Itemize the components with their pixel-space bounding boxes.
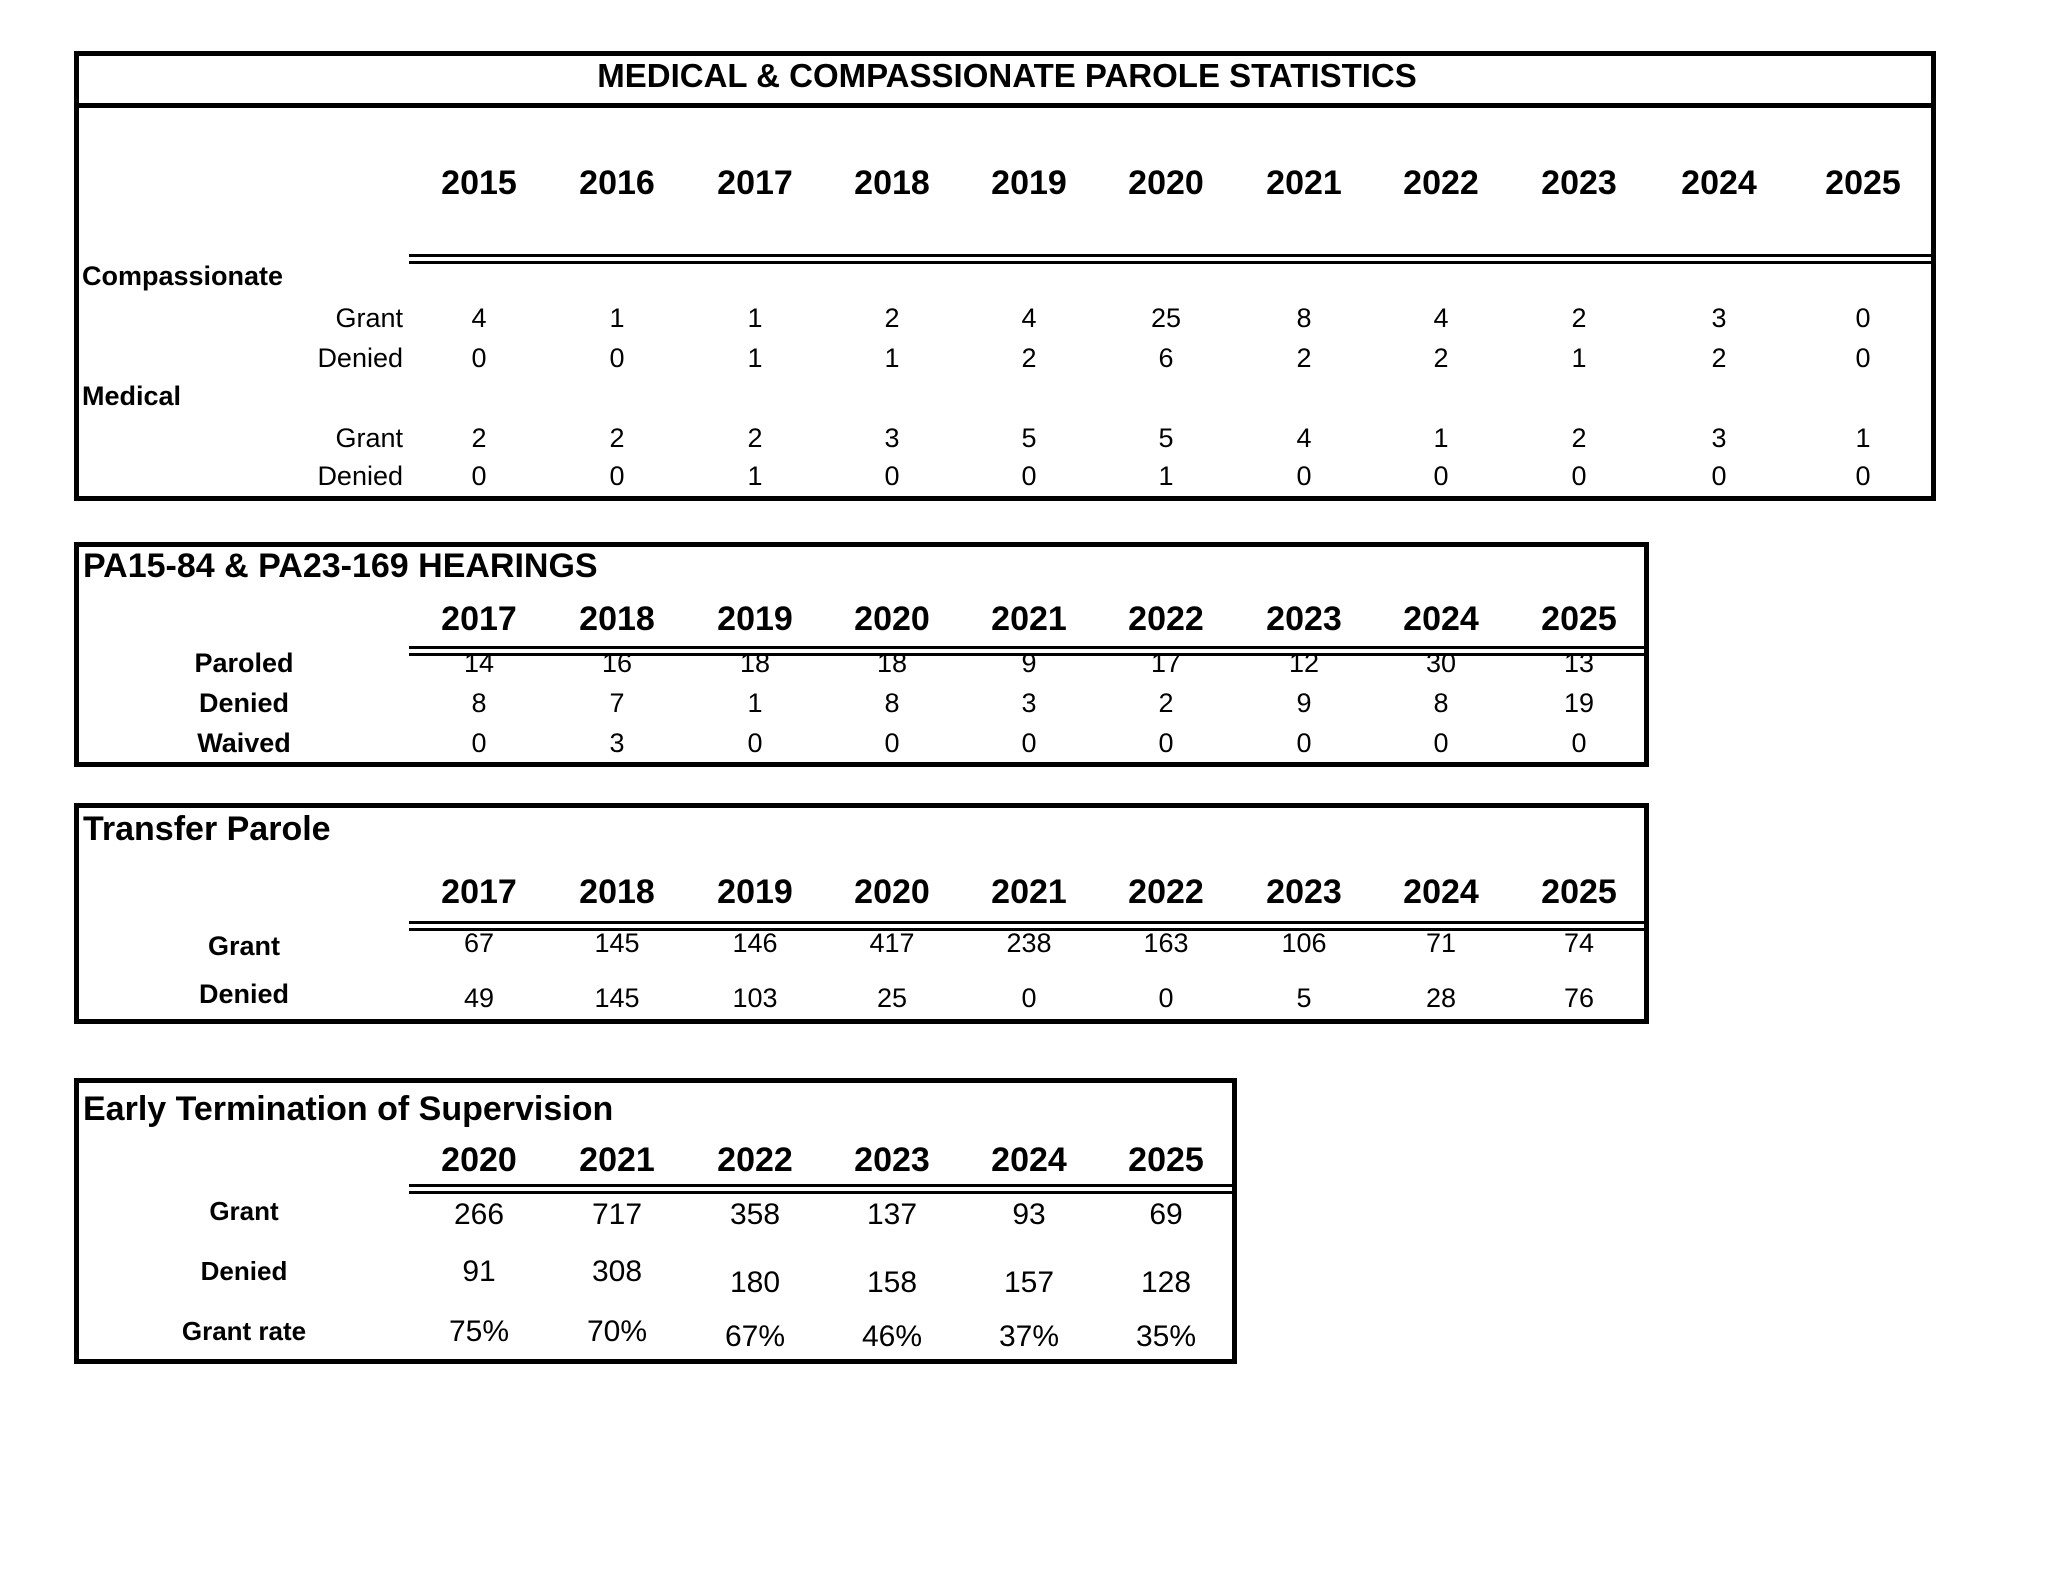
table-cell: 0 [884,728,900,758]
year-header: 2019 [717,873,793,911]
year-header: 2017 [441,873,517,911]
table-cell: 358 [729,1198,781,1231]
year-header: 2024 [1403,600,1479,638]
year-header: 2021 [579,1141,655,1179]
table-cell: 180 [729,1266,781,1299]
table-cell: 0 [1296,461,1312,491]
year-header: 2025 [1128,1141,1204,1179]
table-cell: 0 [1571,728,1587,758]
table-cell: 25 [876,983,908,1013]
table-cell: 71 [1425,928,1457,958]
table-cell: 25 [1150,303,1182,333]
table-cell: 717 [591,1198,643,1231]
year-header: 2022 [717,1141,793,1179]
row-label: Waived [197,728,291,758]
table-cell: 0 [1021,728,1037,758]
row-label: Denied [198,688,290,718]
table-cell: 17 [1150,648,1182,678]
table-cell: 4 [1296,423,1312,453]
year-header: 2023 [1266,600,1342,638]
table-cell: 145 [594,983,640,1013]
year-header: 2016 [579,164,655,202]
table-cell: 4 [1433,303,1449,333]
table-cell: 2 [1571,423,1587,453]
table-cell: 8 [1433,688,1449,718]
table-cell: 91 [462,1255,496,1288]
year-header: 2018 [854,164,930,202]
table-cell: 49 [463,983,495,1013]
row-label: Denied [317,461,403,491]
table-cell: 75% [448,1315,510,1348]
table-cell: 0 [471,343,487,373]
year-header: 2022 [1128,600,1204,638]
table-cell: 2 [884,303,900,333]
table-cell: 0 [609,461,625,491]
year-header: 2025 [1541,873,1617,911]
table-cell: 76 [1563,983,1595,1013]
table-cell: 145 [594,928,640,958]
table-cell: 4 [1021,303,1037,333]
table-cell: 5 [1158,423,1174,453]
year-header: 2017 [717,164,793,202]
title-divider [79,103,1931,108]
table-cell: 70% [586,1315,648,1348]
table-cell: 14 [463,648,495,678]
table-cell: 18 [876,648,908,678]
table-cell: 0 [747,728,763,758]
year-header: 2023 [1266,873,1342,911]
table-cell: 3 [1711,303,1727,333]
table-cell: 417 [869,928,915,958]
table-cell: 7 [609,688,625,718]
table-cell: 67% [724,1320,786,1353]
year-header: 2019 [717,600,793,638]
table-cell: 0 [1433,461,1449,491]
table-cell: 8 [884,688,900,718]
table-cell: 19 [1563,688,1595,718]
year-header: 2023 [854,1141,930,1179]
year-header: 2024 [1681,164,1757,202]
table-cell: 67 [463,928,495,958]
year-header: 2025 [1541,600,1617,638]
table-cell: 0 [1021,983,1037,1013]
table-cell: 3 [1021,688,1037,718]
table-cell: 137 [866,1198,918,1231]
table-cell: 3 [609,728,625,758]
medical-compassionate-title: MEDICAL & COMPASSIONATE PAROLE STATISTICS [597,57,1417,94]
table-cell: 37% [998,1320,1060,1353]
group-label-medical: Medical [82,381,182,411]
table-cell: 0 [1158,983,1174,1013]
table-cell: 2 [1296,343,1312,373]
year-header: 2018 [579,600,655,638]
table-cell: 4 [471,303,487,333]
table-cell: 0 [471,461,487,491]
year-header: 2022 [1403,164,1479,202]
table-cell: 74 [1563,928,1595,958]
table-cell: 103 [732,983,778,1013]
table-cell: 238 [1006,928,1052,958]
table-cell: 1 [747,303,763,333]
table-cell: 3 [1711,423,1727,453]
year-header: 2021 [1266,164,1342,202]
table-cell: 0 [1021,461,1037,491]
table-cell: 0 [1855,343,1871,373]
table-cell: 16 [601,648,633,678]
table-cell: 2 [1433,343,1449,373]
table-cell: 157 [1003,1266,1055,1299]
table-cell: 1 [747,461,763,491]
table-cell: 46% [861,1320,923,1353]
year-header: 2015 [441,164,517,202]
early-termination-title: Early Termination of Supervision [83,1090,614,1128]
table-cell: 9 [1021,648,1037,678]
table-cell: 2 [471,423,487,453]
table-cell: 2 [1571,303,1587,333]
year-header: 2024 [991,1141,1067,1179]
row-label: Grant [209,1196,279,1226]
table-cell: 35% [1135,1320,1197,1353]
table-cell: 12 [1288,648,1320,678]
table-cell: 5 [1296,983,1312,1013]
table-cell: 1 [884,343,900,373]
year-header: 2020 [441,1141,517,1179]
table-cell: 13 [1563,648,1595,678]
year-header: 2023 [1541,164,1617,202]
table-cell: 28 [1425,983,1457,1013]
table-cell: 2 [1158,688,1174,718]
year-header: 2020 [1128,164,1204,202]
row-label: Grant [207,931,281,961]
table-cell: 1 [747,688,763,718]
table-cell: 2 [609,423,625,453]
table-cell: 308 [591,1255,643,1288]
year-header: 2022 [1128,873,1204,911]
row-label: Grant rate [181,1316,307,1346]
header-double-rule [409,1184,1232,1194]
table-cell: 0 [609,343,625,373]
table-cell: 0 [1571,461,1587,491]
row-label: Denied [198,979,290,1009]
table-cell: 2 [1021,343,1037,373]
year-header: 2021 [991,873,1067,911]
year-header: 2017 [441,600,517,638]
row-label: Grant [335,423,403,453]
table-cell: 0 [1433,728,1449,758]
table-cell: 6 [1158,343,1174,373]
table-cell: 69 [1149,1198,1183,1231]
table-cell: 0 [1158,728,1174,758]
table-cell: 1 [1158,461,1174,491]
table-cell: 1 [1571,343,1587,373]
row-label: Grant [335,303,403,333]
table-cell: 0 [471,728,487,758]
group-label-compassionate: Compassionate [82,261,284,291]
table-cell: 0 [1855,461,1871,491]
table-cell: 8 [1296,303,1312,333]
table-cell: 3 [884,423,900,453]
row-label: Denied [200,1256,288,1286]
table-cell: 0 [1711,461,1727,491]
table-cell: 9 [1296,688,1312,718]
year-header: 2025 [1825,164,1901,202]
table-cell: 1 [1433,423,1449,453]
table-cell: 1 [1855,423,1871,453]
table-cell: 18 [739,648,771,678]
table-cell: 146 [732,928,778,958]
table-cell: 2 [1711,343,1727,373]
table-cell: 128 [1140,1266,1192,1299]
hearings-title: PA15-84 & PA23-169 HEARINGS [83,547,598,585]
row-label: Denied [317,343,403,373]
year-header: 2019 [991,164,1067,202]
table-cell: 5 [1021,423,1037,453]
year-header: 2018 [579,873,655,911]
table-cell: 93 [1012,1198,1046,1231]
row-label: Paroled [194,648,294,678]
header-double-rule [409,254,1931,264]
year-header: 2021 [991,600,1067,638]
table-cell: 1 [609,303,625,333]
year-header: 2020 [854,600,930,638]
table-cell: 266 [453,1198,505,1231]
year-header: 2024 [1403,873,1479,911]
table-cell: 0 [884,461,900,491]
table-cell: 8 [471,688,487,718]
table-cell: 106 [1281,928,1327,958]
transfer-parole-title: Transfer Parole [83,810,331,848]
year-header: 2020 [854,873,930,911]
table-cell: 30 [1425,648,1457,678]
table-cell: 0 [1855,303,1871,333]
table-cell: 158 [866,1266,918,1299]
table-cell: 0 [1296,728,1312,758]
table-cell: 163 [1143,928,1189,958]
table-cell: 2 [747,423,763,453]
table-cell: 1 [747,343,763,373]
